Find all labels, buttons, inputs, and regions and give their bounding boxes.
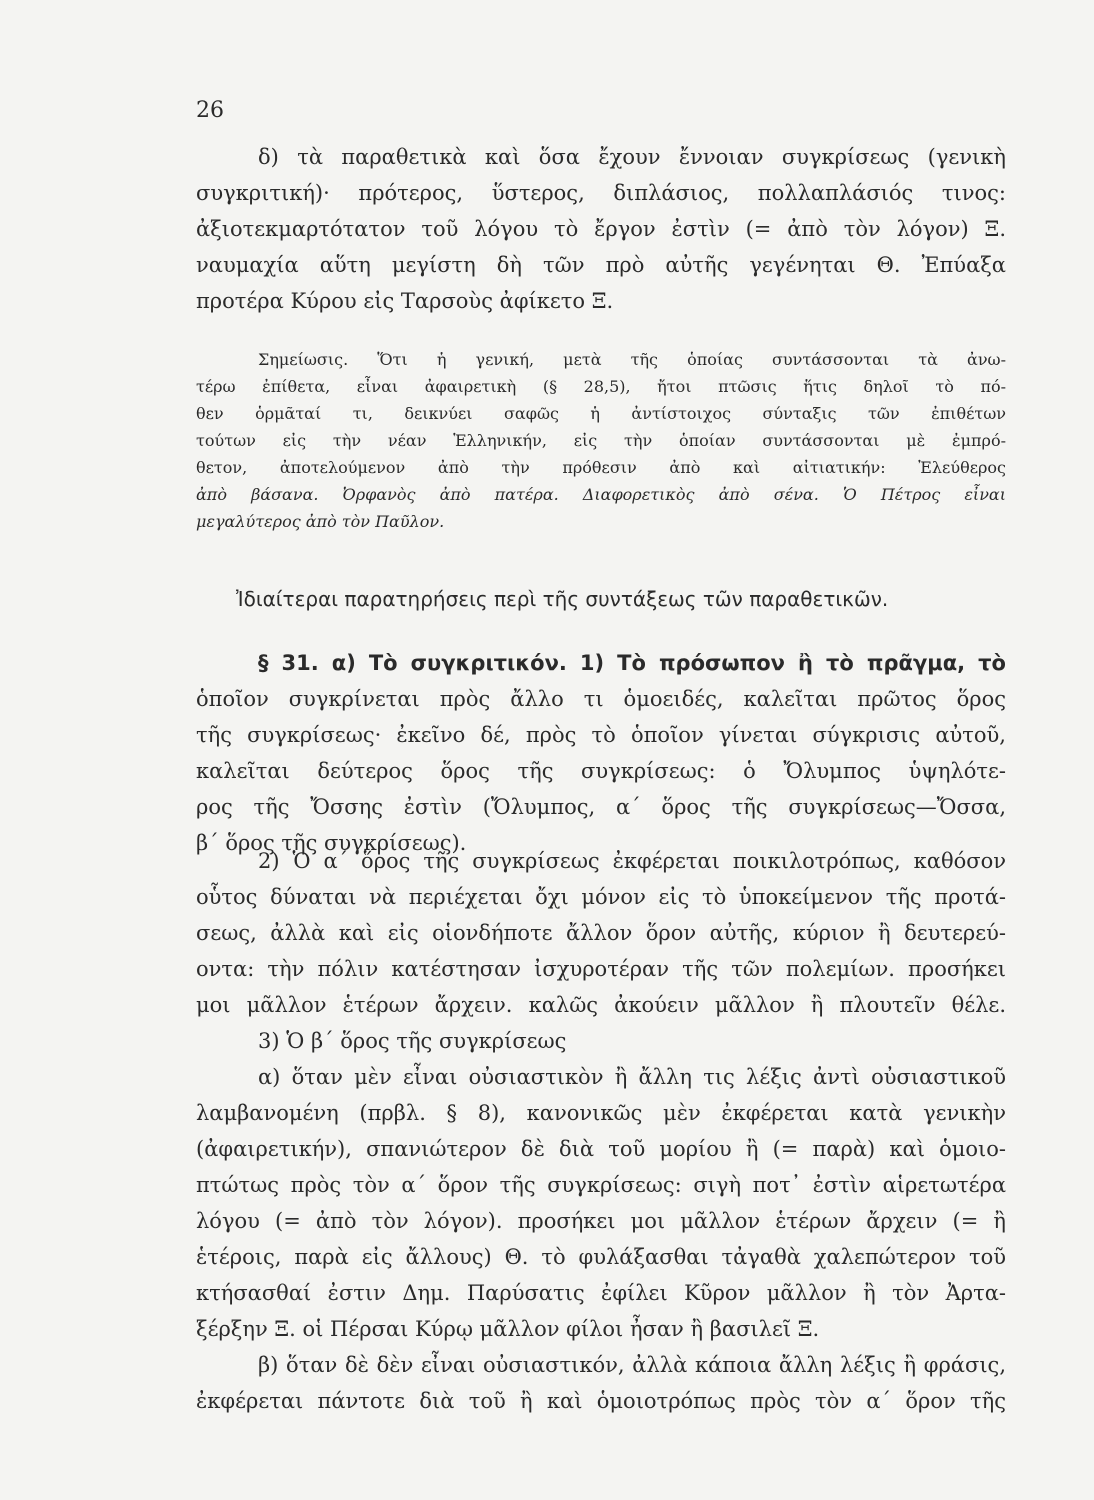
text-line: προτέρα Κύρου εἰς Ταρσοὺς ἀφίκετο Ξ. [196, 289, 614, 313]
text-line: β) ὅταν δὲ δὲν εἶναι οὐσιαστικόν, ἀλλὰ κάποια ἄλλη λέξις ἢ φράσις, [258, 1353, 1006, 1377]
text-line: μοι μᾶλλον ἑτέρων ἄρχειν. καλῶς ἀκούειν μᾶλλον ἢ πλουτεῖν θέλε. [196, 993, 1006, 1017]
text-line: ἀξιοτεκμαρτότατον τοῦ λόγου τὸ ἔργον ἐστὶν (= ἀπὸ τὸν λόγον) Ξ. [196, 217, 1006, 241]
text-line: καλεῖται δεύτερος ὅρος τῆς συγκρίσεως: ὁ Ὄλυμπος ὑψηλότε- [196, 759, 1006, 783]
text-line: ἑτέροις, παρὰ εἰς ἄλλους) Θ. τὸ φυλάξασθαι τἀγαθὰ χαλεπώτερον τοῦ [196, 1245, 1006, 1269]
section-heading: Ἰδιαίτεραι παρατηρήσεις περὶ τῆς συντάξεως τῶν παραθετικῶν. [236, 587, 889, 611]
note-block [196, 346, 1006, 535]
section-31 [196, 645, 1006, 861]
text-line: οὗτος δύναται νὰ περιέχεται ὄχι μόνον εἰς τὸ ὑποκείμενον τῆς προτά- [196, 885, 1006, 909]
page-number: 26 [196, 98, 224, 123]
note-line: Σημείωσις. Ὅτι ἡ γενική, μετὰ τῆς ὁποίας συντάσσονται τὰ ἀνω- [258, 350, 1006, 369]
text-line: συγκριτική)· πρότερος, ὕστερος, διπλάσιος, πολλαπλάσιός τινος: [196, 181, 1006, 205]
text-line: ἐκφέρεται πάντοτε διὰ τοῦ ἢ καὶ ὁμοιοτρόπως πρὸς τὸν α΄ ὅρον τῆς [196, 1389, 1006, 1413]
section-d [196, 139, 1006, 319]
text-line: πτώτως πρὸς τὸν α΄ ὅρον τῆς συγκρίσεως: σιγὴ ποτ᾽ ἐστὶν αἱρετωτέρα [196, 1173, 1006, 1197]
text-line: ρος τῆς Ὄσσης ἐστὶν (Ὄλυμπος, α΄ ὅρος τῆς συγκρίσεως—Ὄσσα, [196, 795, 1006, 819]
text-line: σεως, ἀλλὰ καὶ εἰς οἱονδήποτε ἄλλον ὅρον αὐτῆς, κύριον ἢ δευτερεύ- [196, 921, 1006, 945]
note-line: ἀπὸ βάσανα. Ὀρφανὸς ἀπὸ πατέρα. Διαφορετικὸς ἀπὸ σένα. Ὁ Πέτρος εἶναι [196, 485, 1006, 504]
text-line: τῆς συγκρίσεως· ἐκεῖνο δέ, πρὸς τὸ ὁποῖον γίνεται σύγκρισις αὐτοῦ, [196, 723, 1006, 747]
note-line: μεγαλύτερος ἀπὸ τὸν Παῦλον. [196, 512, 445, 531]
text-line: ναυμαχία αὕτη μεγίστη δὴ τῶν πρὸ αὐτῆς γεγένηται Θ. Ἐπύαξα [196, 253, 1006, 277]
paragraph-3 [196, 1023, 1006, 1419]
note-line: θεν ὁρμᾶταί τι, δεικνύει σαφῶς ἡ ἀντίστοιχος σύνταξις τῶν ἐπιθέτων [196, 404, 1006, 423]
text-line: 3) Ὁ β΄ ὅρος τῆς συγκρίσεως [258, 1029, 567, 1053]
text-line: λόγου (= ἀπὸ τὸν λόγον). προσήκει μοι μᾶλλον ἑτέρων ἄρχειν (= ἢ [196, 1209, 1006, 1233]
text-line: λαμβανομένη (πρβλ. § 8), κανονικῶς μὲν ἐκφέρεται κατὰ γενικὴν [196, 1101, 1006, 1125]
text-line: (ἀφαιρετικήν), σπανιώτερον δὲ διὰ τοῦ μορίου ἢ (= παρὰ) καὶ ὁμοιο- [196, 1137, 1006, 1161]
text-line: β΄ ὅρος τῆς συγκρίσεως). [196, 831, 467, 855]
text-line: δ) τὰ παραθετικὰ καὶ ὅσα ἔχουν ἔννοιαν συγκρίσεως (γενικὴ [258, 145, 1006, 169]
text-line: οντα: τὴν πόλιν κατέστησαν ἰσχυροτέραν τῆς τῶν πολεμίων. προσήκει [196, 957, 1006, 981]
text-line: 2) Ὁ α΄ ὅρος τῆς συγκρίσεως ἐκφέρεται ποικιλοτρόπως, καθόσον [258, 849, 1006, 873]
note-line: τούτων εἰς τὴν νέαν Ἑλληνικήν, εἰς τὴν ὁποίαν συντάσσονται μὲ ἐμπρό- [196, 431, 1006, 450]
text-line: ὁποῖον συγκρίνεται πρὸς ἄλλο τι ὁμοειδές, καλεῖται πρῶτος ὅρος [196, 687, 1006, 711]
text-line: α) ὅταν μὲν εἶναι οὐσιαστικὸν ἢ ἄλλη τις λέξις ἀντὶ οὐσιαστικοῦ [258, 1065, 1006, 1089]
text-line: κτήσασθαί ἐστιν Δημ. Παρύσατις ἐφίλει Κῦρον μᾶλλον ἢ τὸν Ἀρτα- [196, 1281, 1006, 1305]
note-line: τέρω ἐπίθετα, εἶναι ἀφαιρετικὴ (§ 28,5), ἤτοι πτῶσις ἥτις δηλοῖ τὸ πό- [196, 377, 1006, 396]
paragraph-2 [196, 843, 1006, 1023]
section-31-title-line: § 31. α) Τὸ συγκριτικόν. 1) Τὸ πρόσωπον ἢ τὸ πρᾶγμα, τὸ [258, 651, 1006, 675]
text-line: ξέρξην Ξ. οἱ Πέρσαι Κύρῳ μᾶλλον φίλοι ἦσαν ἢ βασιλεῖ Ξ. [196, 1317, 820, 1341]
note-line: θετον, ἀποτελούμενον ἀπὸ τὴν πρόθεσιν ἀπὸ καὶ αἰτιατικήν: Ἐλεύθερος [196, 458, 1006, 477]
